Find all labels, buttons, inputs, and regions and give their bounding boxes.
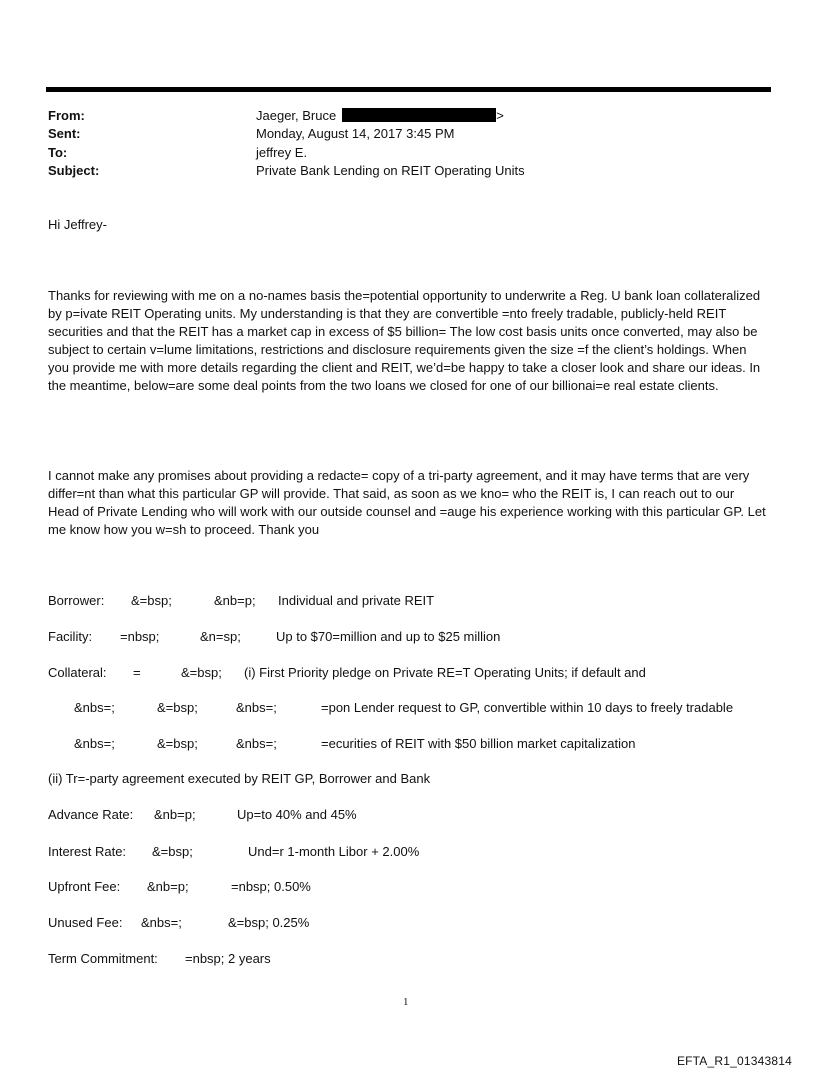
triparty-line: (ii) Tr=-party agreement executed by REIT GP, Borrower and Bank	[48, 771, 431, 786]
collateral-cont2-entity-2: &=bsp;	[157, 736, 198, 751]
borrower-entity-1: &=bsp;	[131, 593, 172, 608]
advance-rate-entity: &nb=p;	[154, 807, 196, 822]
collateral-cont1-value: =pon Lender request to GP, convertible within 10 days to freely tradable	[321, 700, 734, 715]
term-commitment-label: Term Commitment:	[48, 951, 158, 966]
collateral-cont1-entity-3: &nbs=;	[236, 700, 277, 715]
collateral-cont2-entity-3: &nbs=;	[236, 736, 277, 751]
collateral-label: Collateral:	[48, 665, 107, 680]
collateral-entity-2: &=bsp;	[181, 665, 222, 680]
borrower-value: Individual and private REIT	[278, 593, 435, 608]
document-id: EFTA_R1_01343814	[676, 1054, 792, 1068]
collateral-cont2-value: =ecurities of REIT with $50 billion market capitalization	[321, 736, 636, 751]
borrower-label: Borrower:	[48, 593, 105, 608]
facility-label: Facility:	[48, 629, 93, 644]
upfront-fee-label: Upfront Fee:	[48, 879, 121, 894]
borrower-entity-2: &nb=p;	[214, 593, 256, 608]
body-paragraph-2: I cannot make any promises about providing a redacte= copy of a tri-party agreement, and it may have terms that are very differ=nt than what this particular GP will provide. That said, as soon as we kno= who the REIT is, I can reach out to our Head of Private Lending who will work with our outside counsel and =auge his experience working with this particular GP. Let me know how you w=sh to proceed. Thank you	[48, 468, 766, 537]
collateral-cont2-entity-1: &nbs=;	[74, 736, 115, 751]
from-value: Jaeger, Bruce >	[256, 108, 504, 123]
unused-fee-entity: &nbs=;	[141, 915, 182, 930]
upfront-fee-value: =nbsp; 0.50%	[231, 879, 311, 894]
collateral-cont1-entity-2: &=bsp;	[157, 700, 198, 715]
interest-rate-entity: &=bsp;	[152, 844, 193, 859]
body-paragraph-1: Thanks for reviewing with me on a no-names basis the=potential opportunity to underwrite a Reg. U bank loan collateralized by p=ivate REIT Operating units. My understanding is that they are convertible =nto freely tradable, publicly-held REIT securities and that the REIT has a market cap in excess of $5 billion= The low cost basis units once converted, may also be subject to certain v=lume limitations, restrictions and disclosure requirements given the size =f the client’s holdings. When you provide me with more details regarding the client and REIT, we’d=be happy to take a closer look and share our ideas. In the meantime, below=are some deal points from the two loans we closed for one of our billionai=e real estate clients.	[48, 288, 761, 393]
top-divider	[46, 87, 771, 92]
facility-entity-2: &n=sp;	[200, 629, 241, 644]
advance-rate-value: Up=to 40% and 45%	[237, 807, 357, 822]
page-number: 1	[403, 996, 409, 1008]
facility-entity-1: =nbsp;	[120, 629, 160, 644]
collateral-value: (i) First Priority pledge on Private RE=T Operating Units; if default and	[244, 665, 646, 680]
unused-fee-value: &=bsp; 0.25%	[228, 915, 310, 930]
to-label: To:	[48, 145, 68, 160]
sent-value: Monday, August 14, 2017 3:45 PM	[256, 126, 455, 141]
advance-rate-label: Advance Rate:	[48, 807, 134, 822]
interest-rate-value: Und=r 1-month Libor + 2.00%	[248, 844, 420, 859]
from-label: From:	[48, 108, 85, 123]
upfront-fee-entity: &nb=p;	[147, 879, 189, 894]
unused-fee-label: Unused Fee:	[48, 915, 123, 930]
collateral-entity-1: =	[133, 665, 141, 680]
redaction-block	[342, 108, 496, 122]
subject-label: Subject:	[48, 163, 100, 178]
interest-rate-label: Interest Rate:	[48, 844, 127, 859]
facility-value: Up to $70=million and up to $25 million	[276, 629, 501, 644]
greeting: Hi Jeffrey-	[48, 217, 107, 232]
sent-label: Sent:	[48, 126, 81, 141]
collateral-cont1-entity-1: &nbs=;	[74, 700, 115, 715]
subject-value: Private Bank Lending on REIT Operating Units	[256, 163, 525, 178]
term-commitment-value: =nbsp; 2 years	[185, 951, 271, 966]
to-value: jeffrey E.	[256, 145, 308, 160]
